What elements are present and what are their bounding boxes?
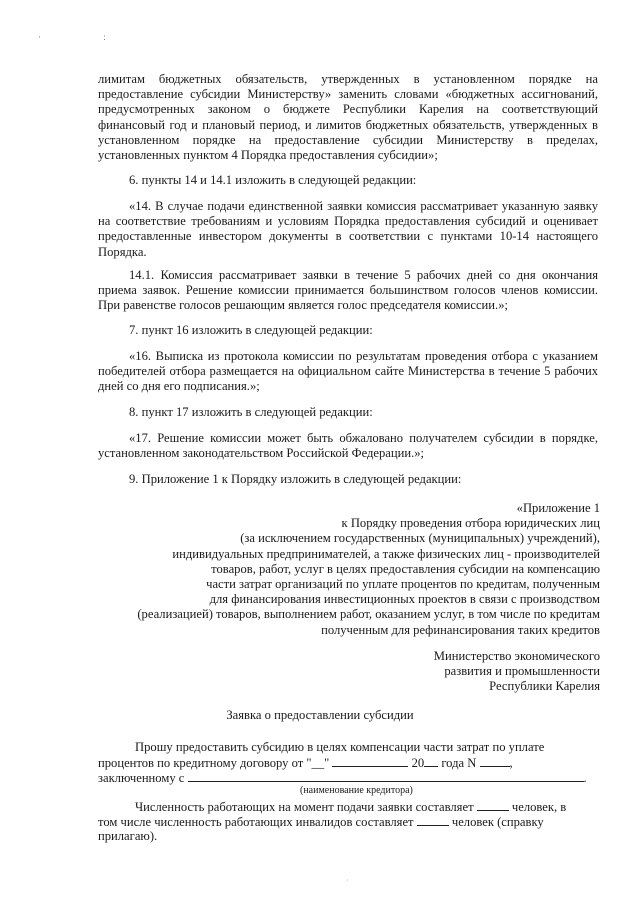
appendix-line: «Приложение 1 [516, 501, 600, 515]
addressee-block [80, 649, 600, 695]
employees-count-blank[interactable] [477, 799, 509, 811]
appendix-line: (реализацией) товаров, выполнением работ, оказанием услуг, в том числе по кредитам [137, 607, 600, 622]
paragraph-item-6: 6. пункты 14 и 14.1 изложить в следующей редакции: [129, 173, 417, 187]
form-line-creditor: заключенному с . [98, 771, 587, 785]
paragraph-clause-14-1: 14.1. Комиссия рассматривает заявки в течение 5 рабочих дней со дня окончания приема заявок. Решение комиссии принимается большинством голосов членов комиссии. При равенстве голосов решающим является голос председателя комиссии.»; [98, 268, 598, 313]
paragraph-item-8: 8. пункт 17 изложить в следующей редакции: [129, 405, 373, 419]
scan-speck: · [346, 876, 349, 885]
paragraph-clause-14: «14. В случае подачи единственной заявки комиссия рассматривает указанную заявку на соответствие требованиям и условиям Порядка предоставления субсидий и оценивает предоставленные инвестором документы в соответствии с пунктами 10-14 настоящего Порядка. [98, 199, 598, 259]
addressee-line: развития и промышленности [444, 664, 600, 679]
form-line-attach: прилагаю). [98, 829, 158, 843]
form-year-prefix: 20 [411, 756, 425, 770]
addressee-line: Республики Карелия [489, 679, 600, 694]
appendix-line: индивидуальных предпринимателей, а также физических лиц - производителей [172, 546, 600, 561]
scan-specks: · : [38, 32, 136, 42]
form-employees-text: Численность работающих на момент подачи заявки составляет [135, 800, 474, 814]
form-line-contract: процентов по кредитному договору от "__" 20 года N , [98, 756, 513, 770]
form-line-employees [135, 799, 566, 815]
appendix-line: части затрат организаций по уплате процентов по кредитам, полученным [206, 577, 600, 592]
form-disabled-suffix: человек (справку [451, 815, 544, 829]
contract-day-blank[interactable] [332, 755, 408, 767]
appendix-line: для финансирования инвестиционных проектов в связи с производством [209, 592, 600, 607]
form-disabled-text: том числе численность работающих инвалидов составляет [98, 815, 414, 829]
appendix-line: к Порядку проведения отбора юридических лиц [341, 516, 600, 531]
creditor-caption: (наименование кредитора) [300, 785, 413, 796]
form-creditor-text: заключенному с [98, 771, 185, 785]
form-number-label: года N [441, 756, 477, 770]
paragraph-item-9: 9. Приложение 1 к Порядку изложить в следующей редакции: [129, 472, 462, 486]
appendix-line: товаров, работ, услуг в целях предоставления субсидии на компенсацию [211, 561, 600, 576]
paragraph-budget-limits: лимитам бюджетных обязательств, утвержденных в установленном порядке на предоставление субсидии Министерству» заменить словами «бюджетных ассигнований, предусмотренных законом о бюджете Республики Карелия на соответствующий финансовый год и плановый период, и лимитов бюджетных обязательств, утвержденных в установленном порядке на предоставление субсидии Министерству в пределах, установленных пунктом 4 Порядка предоставления субсидии»; [98, 72, 598, 163]
paragraph-clause-16: «16. Выписка из протокола комиссии по результатам проведения отбора с указанием победителей отбора размещается на официальном сайте Министерства в течение 5 рабочих дней со дня его подписания.»; [98, 349, 598, 394]
creditor-name-blank[interactable] [188, 770, 584, 782]
form-contract-text: процентов по кредитному договору от "__" [98, 756, 330, 770]
contract-number-blank[interactable] [480, 755, 510, 767]
paragraph-item-7: 7. пункт 16 изложить в следующей редакции: [129, 323, 373, 337]
form-line-request: Прошу предоставить субсидию в целях компенсации части затрат по уплате [135, 740, 545, 754]
addressee-line: Министерство экономического [433, 649, 600, 663]
contract-year-blank[interactable] [424, 755, 438, 767]
form-line-disabled [98, 814, 544, 830]
disabled-count-blank[interactable] [417, 814, 449, 826]
appendix-line: полученным для рефинансирования таких кредитов [321, 622, 600, 637]
paragraph-clause-17: «17. Решение комиссии может быть обжаловано получателем субсидии в порядке, установленном законодательством Российской Федерации.»; [98, 431, 598, 461]
form-title: Заявка о предоставлении субсидии [226, 708, 414, 722]
appendix-header [80, 501, 600, 638]
form-employees-suffix: человек, в [511, 800, 567, 814]
appendix-line: (за исключением государственных (муниципальных) учреждений), [240, 531, 600, 546]
